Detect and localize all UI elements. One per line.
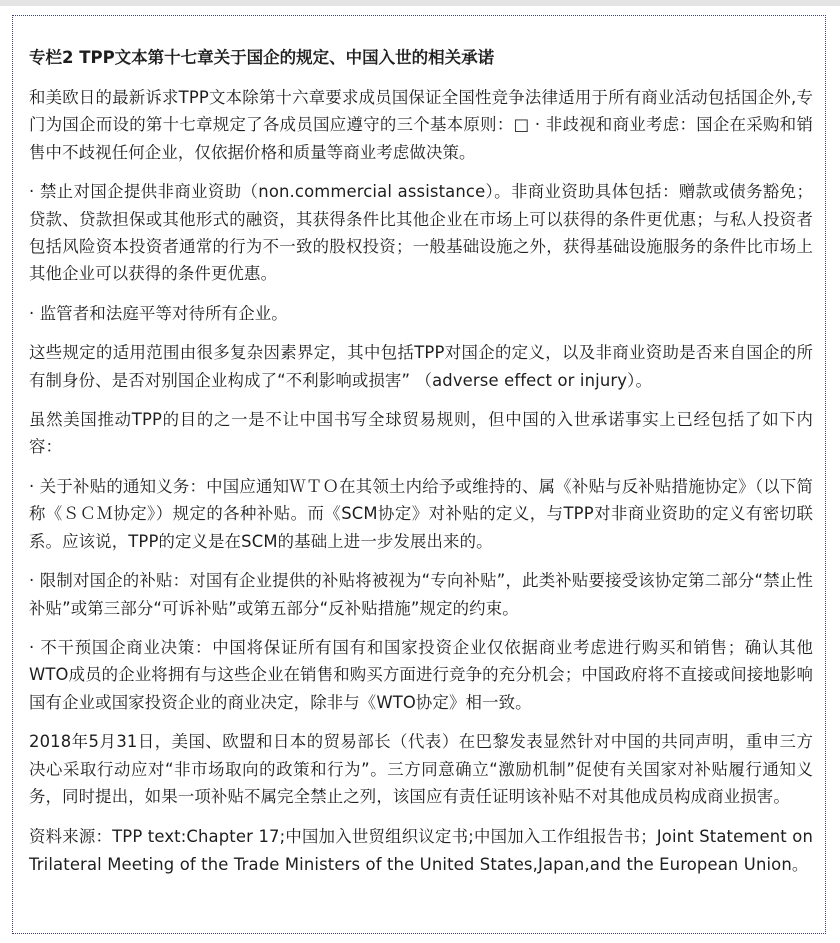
bullet-regulators: · 监管者和法庭平等对待所有企业。 xyxy=(29,303,288,323)
box-title: 专栏2 TPP文本第十七章关于国企的规定、中国入世的相关承诺 xyxy=(29,48,495,67)
top-band xyxy=(0,0,840,6)
paragraph-joint-statement: 2018年5月31日，美国、欧盟和日本的贸易部长（代表）在巴黎发表显然针对中国的共同声明，重申三方决心采取行动应对“非市场取向的政策和行为”。三方同意确立“激励机制”促使有关国家对补贴履行通知义务，同时提出，如果一项补贴不属完全禁止之列，该国应有责任证明该补贴不对其他成员构成商业损害。 xyxy=(29,732,813,806)
bullet-subsidy-limits: · 限制对国企的补贴：对国有企业提供的补贴将被视为“专向补贴”，此类补贴要接受该协定第二部分“禁止性补贴”或第三部分“可诉补贴”或第五部分“反补贴措施”规定的约束。 xyxy=(29,571,813,618)
bullet-non-commercial-assistance: · 禁止对国企提供非商业资助（non.commercial assistance）。非商业资助具体包括：赠款或债务豁免；贷款、贷款担保或其他形式的融资，其获得条件比其他企业在市场上可以获得的条件更优惠；与私人投资者包括风险资本投资者通常的行为不一致的股权投资；一般基础设施之外，获得基础设施服务的条件比市场上其他企业可以获得的条件更优惠。 xyxy=(29,182,813,284)
paragraph-china-commitments: 虽然美国推动TPP的目的之一是不让中国书写全球贸易规则，但中国的入世承诺事实上已经包括了如下内容： xyxy=(29,410,813,457)
bullet-non-intervention: · 不干预国企商业决策：中国将保证所有国有和国家投资企业仅依据商业考虑进行购买和销售；确认其他WTO成员的企业将拥有与这些企业在销售和购买方面进行竞争的充分机会；中国政府将不直接或间接地影响国有企业或国家投资企业的商业决定，除非与《WTO协定》相一致。 xyxy=(29,637,813,712)
paragraph-intro: 和美欧日的最新诉求TPP文本除第十六章要求成员国保证全国性竞争法律适用于所有商业活动包括国企外,专门为国企而设的第十七章规定了各成员国应遵守的三个基本原则：□ · 非歧视和商业考虑：国企在采购和销售中不歧视任何企业，仅依据价格和质量等商业考虑做决策。 xyxy=(29,88,813,162)
bullet-notification: · 关于补贴的通知义务：中国应通知ＷＴＯ在其领土内给予或维持的、属《补贴与反补贴措施协定》（以下简称《ＳＣＭ协定》）规定的各种补贴。而《SCM协定》对补贴的定义，与TPP对非商业资助的定义有密切联系。应该说，TPP的定义是在SCM的基础上进一步发展出来的。 xyxy=(29,476,813,551)
source-note: 资料来源：TPP text:Chapter 17;中国加入世贸组织议定书;中国加入工作组报告书；Joint Statement on Trilateral Meeting of the Trade Ministers of the United States,Japan,and the European Union。 xyxy=(29,827,813,874)
paragraph-scope: 这些规定的适用范围由很多复杂因素界定，其中包括TPP对国企的定义，以及非商业资助是否来自国企的所有制身份、是否对别国企业构成了“不利影响或损害” （adverse effect or injury）。 xyxy=(29,343,813,390)
box-content xyxy=(29,44,813,890)
